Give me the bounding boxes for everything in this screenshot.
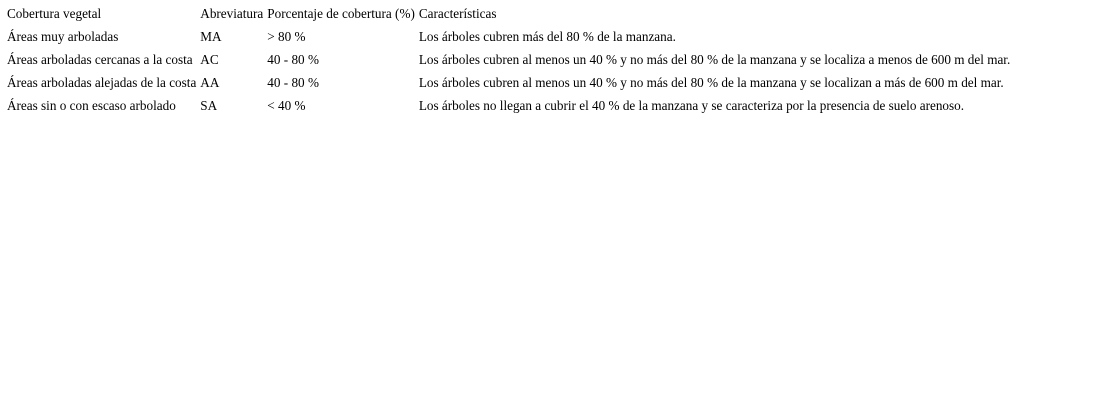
cell-caracteristicas: Los árboles cubren más del 80 % de la manzana.	[418, 29, 676, 44]
cell-caracteristicas: Los árboles cubren al menos un 40 % y no más del 80 % de la manzana y se localiza a menos de 600 m del mar.	[418, 52, 1011, 67]
cell-cobertura: Áreas muy arboladas	[7, 29, 119, 44]
cell-abreviatura: MA	[200, 29, 222, 44]
cell-porcentaje: < 40 %	[267, 98, 306, 113]
cell-caracteristicas: Los árboles cubren al menos un 40 % y no más del 80 % de la manzana y se localizan a más de 600 m del mar.	[418, 75, 1004, 90]
cell-porcentaje: > 80 %	[267, 29, 306, 44]
header-porcentaje-cobertura: Porcentaje de cobertura (%)	[267, 6, 415, 21]
header-abreviatura: Abreviatura	[200, 6, 264, 21]
cell-caracteristicas: Los árboles no llegan a cubrir el 40 % de la manzana y se caracteriza por la presencia de suelo arenoso.	[418, 98, 965, 113]
table-row	[6, 49, 1011, 70]
cell-cobertura: Áreas sin o con escaso arbolado	[7, 98, 176, 113]
header-caracteristicas: Características	[418, 6, 497, 21]
cell-cobertura: Áreas arboladas alejadas de la costa	[7, 75, 197, 90]
header-cobertura-vegetal: Cobertura vegetal	[7, 6, 102, 21]
cell-abreviatura: SA	[200, 98, 218, 113]
cell-cobertura: Áreas arboladas cercanas a la costa	[7, 52, 193, 67]
cell-abreviatura: AC	[200, 52, 219, 67]
table-row	[6, 72, 1011, 93]
table-row	[6, 95, 1011, 116]
vegetation-coverage-table	[4, 1, 1013, 118]
table-header-row	[6, 3, 1011, 24]
cell-abreviatura: AA	[200, 75, 220, 90]
cell-porcentaje: 40 - 80 %	[267, 75, 319, 90]
cell-porcentaje: 40 - 80 %	[267, 52, 319, 67]
table-row	[6, 26, 1011, 47]
